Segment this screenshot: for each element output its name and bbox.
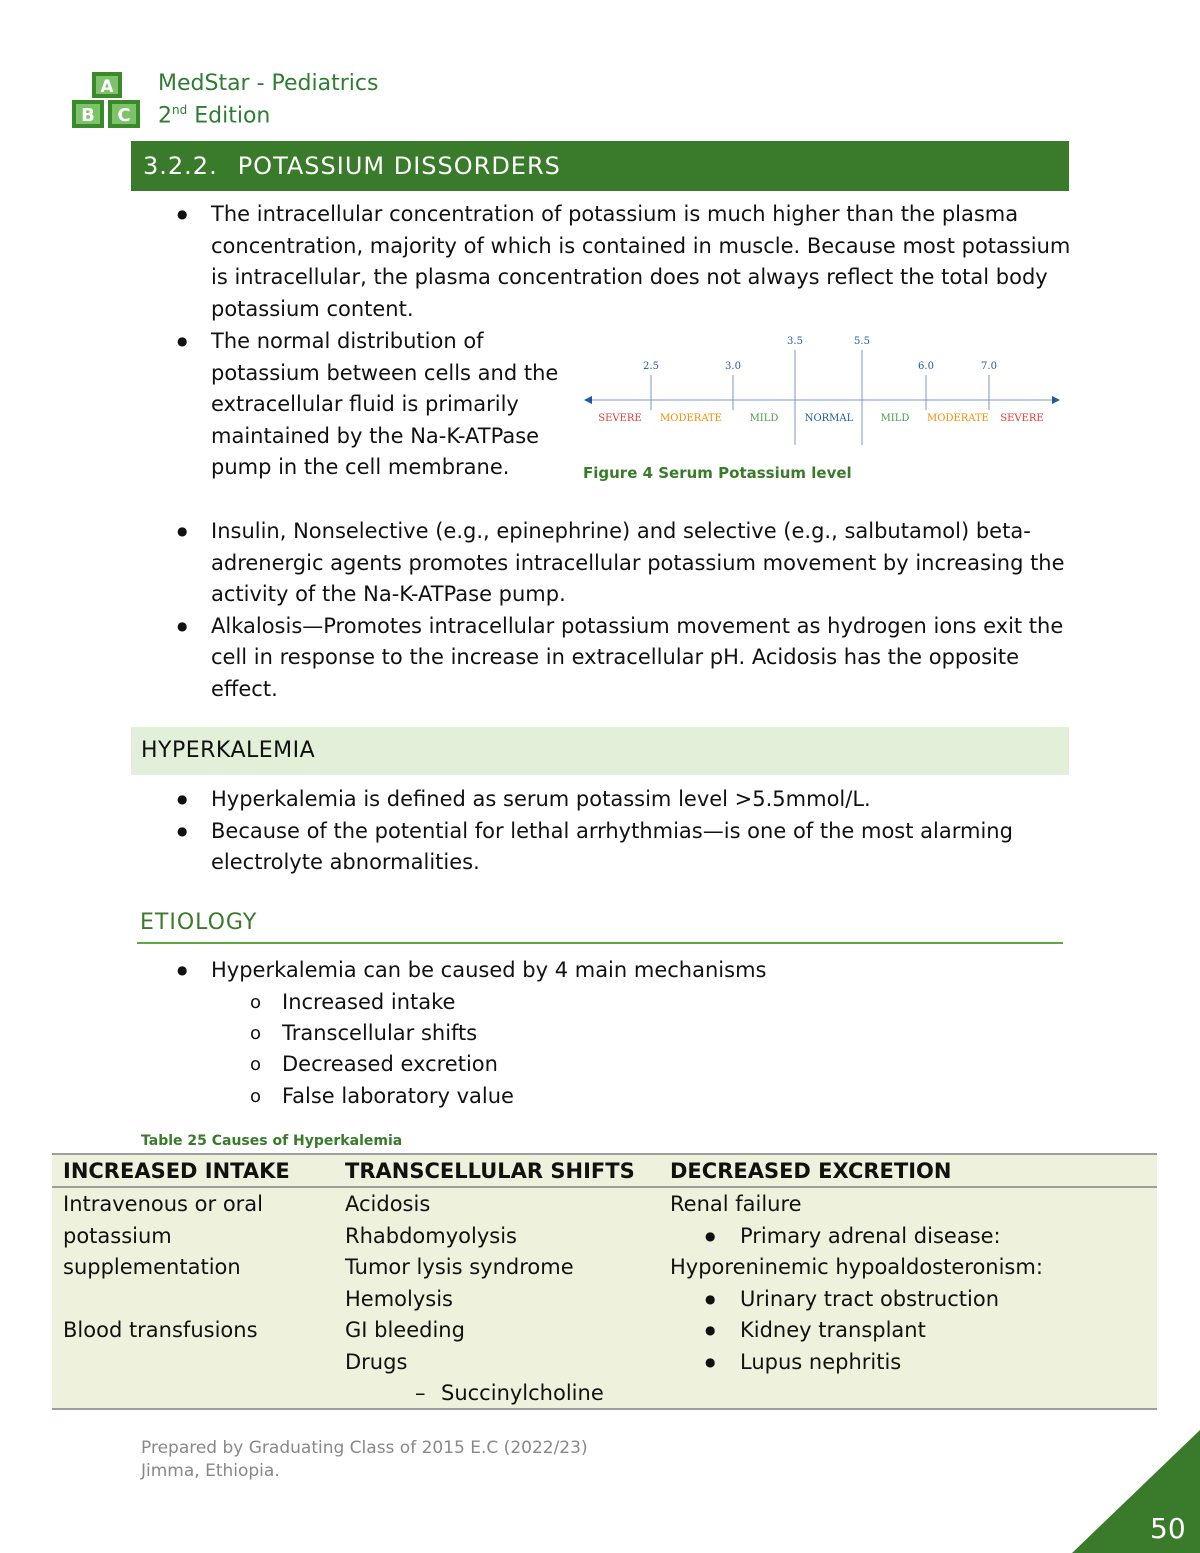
hyperkalemia-heading: HYPERKALEMIA <box>131 727 1069 775</box>
scale-tick-label: 3.0 <box>725 361 741 372</box>
etiology-heading: ETIOLOGY <box>140 910 258 935</box>
table-cell: Tumor lysis syndrome <box>345 1255 574 1279</box>
scale-tick-label: 6.0 <box>918 361 934 372</box>
list-item: o Decreased excretion <box>131 1049 1071 1080</box>
excretion-column <box>670 1189 1043 1378</box>
scale-tick-label: 2.5 <box>643 361 659 372</box>
shift-bullet-list <box>131 516 1071 705</box>
edition-word: Edition <box>194 103 271 129</box>
table-cell <box>63 1284 263 1316</box>
bullet-marker: ● <box>705 1228 716 1243</box>
dash-marker: – <box>415 1381 426 1405</box>
table-cell: Hemolysis <box>345 1286 453 1311</box>
scale-zone-label: MILD <box>749 413 779 424</box>
edition-number: 2 <box>158 103 172 129</box>
brand-line2 <box>158 97 378 129</box>
distribution-bullet-list <box>131 326 571 484</box>
hyperkalemia-causes-table <box>52 1153 1157 1410</box>
column-header-intake: INCREASED INTAKE <box>63 1159 290 1183</box>
table-subitem <box>670 1284 1043 1316</box>
list-item: ● Hyperkalemia is defined as serum potassim level >5.5mmol/L. <box>131 784 1071 816</box>
scale-zone-label: SEVERE <box>1000 413 1044 424</box>
logo-letter-a: A <box>100 77 114 97</box>
list-item: ● Alkalosis—Promotes intracellular potassium movement as hydrogen ions exit the cell in response to the increase in extracellular pH. Acidosis has the opposite effect. <box>131 611 1071 706</box>
table-cell: Rhabdomyolysis <box>345 1223 517 1248</box>
table-cell: Acidosis <box>345 1192 431 1216</box>
section-number: 3.2.2. <box>143 152 218 180</box>
scale-zone-label: MILD <box>880 413 910 424</box>
etiology-divider <box>137 942 1063 944</box>
brand-title <box>158 70 378 129</box>
logo-letter-b: B <box>81 105 95 126</box>
page-number: 50 <box>1150 1512 1186 1545</box>
table-cell: Primary adrenal disease: <box>740 1223 1001 1248</box>
shifts-column <box>345 1189 604 1410</box>
table-subitem <box>670 1221 1043 1253</box>
section-title: POTASSIUM DISSORDERS <box>237 152 561 180</box>
brand-line1: MedStar - Pediatrics <box>158 71 379 96</box>
intake-column <box>63 1189 263 1347</box>
bullet-marker: ● <box>705 1323 716 1337</box>
table-cell: Urinary tract obstruction <box>740 1286 1000 1311</box>
table-subitem <box>345 1378 604 1410</box>
right-arrow-icon <box>1052 396 1060 404</box>
edition-suffix: nd <box>172 103 188 117</box>
table-cell: Drugs <box>345 1349 408 1374</box>
logo-letter-c: C <box>117 105 131 126</box>
list-item: ● Insulin, Nonselective (e.g., epinephrine) and selective (e.g., salbutamol) beta-adrenergic agents promotes intracellular potassium movement by increasing the activity of the Na-K-ATPase pump. <box>131 516 1071 611</box>
list-item: ● The normal distribution of potassium between cells and the extracellular fluid is primarily maintained by the Na-K-ATPase pump in the cell membrane. <box>131 326 571 484</box>
footer-credit <box>141 1437 588 1483</box>
table-subitem <box>670 1315 1043 1347</box>
hyperkalemia-bullet-list <box>131 784 1071 879</box>
etiology-bullet-list <box>131 955 1071 987</box>
footer-line2: Jimma, Ethiopia. <box>141 1461 280 1481</box>
table-subitem <box>670 1347 1043 1379</box>
mechanism-list <box>131 987 1071 1112</box>
list-item: o Increased intake <box>131 987 1071 1018</box>
table-cell: GI bleeding <box>345 1318 465 1342</box>
bullet-marker: ● <box>705 1354 716 1369</box>
table-cell: Hyporeninemic hypoaldosteronism: <box>670 1255 1043 1279</box>
list-item: o Transcellular shifts <box>131 1018 1071 1049</box>
table-cell: Lupus nephritis <box>740 1349 902 1374</box>
table-cell: supplementation <box>63 1255 241 1279</box>
table-cell: Intravenous or oral <box>63 1192 264 1216</box>
table-header-row <box>52 1155 1157 1188</box>
list-item: ● The intracellular concentration of potassium is much higher than the plasma concentration, majority of which is contained in muscle. Because most potassium is intracellular, the plasma concentration does not always reflect the total body potassium content. <box>131 199 1071 325</box>
list-item: o False laboratory value <box>131 1081 1071 1112</box>
serum-potassium-scale-figure <box>578 320 1068 455</box>
table-cell: Succinylcholine <box>441 1381 604 1405</box>
section-heading <box>131 141 1069 191</box>
table-cell: Kidney transplant <box>740 1318 926 1342</box>
bullet-marker: ● <box>705 1291 716 1306</box>
abc-blocks-logo <box>70 70 142 130</box>
list-item: ● Because of the potential for lethal arrhythmias—is one of the most alarming electrolyte abnormalities. <box>131 816 1071 879</box>
figure-caption: Figure 4 Serum Potassium level <box>583 464 852 482</box>
column-header-shifts: TRANSCELLULAR SHIFTS <box>345 1159 635 1183</box>
scale-tick-label: 3.5 <box>787 336 803 347</box>
scale-zone-label: MODERATE <box>660 413 722 424</box>
scale-tick-label: 5.5 <box>854 336 870 347</box>
column-header-excretion: DECREASED EXCRETION <box>670 1159 952 1183</box>
intro-bullet-list <box>131 199 1071 325</box>
scale-tick-label: 7.0 <box>981 361 997 372</box>
scale-zone-label: MODERATE <box>927 413 989 424</box>
list-item: ● Hyperkalemia can be caused by 4 main mechanisms <box>131 955 1071 987</box>
table-cell: Blood transfusions <box>63 1318 258 1342</box>
table-caption: Table 25 Causes of Hyperkalemia <box>141 1133 403 1149</box>
scale-zone-label: SEVERE <box>598 413 642 424</box>
footer-line1: Prepared by Graduating Class of 2015 E.C (2022/23) <box>141 1438 588 1458</box>
left-arrow-icon <box>584 396 592 404</box>
table-cell: Renal failure <box>670 1192 802 1216</box>
scale-zone-label: NORMAL <box>804 413 854 424</box>
table-cell: potassium <box>63 1223 172 1248</box>
